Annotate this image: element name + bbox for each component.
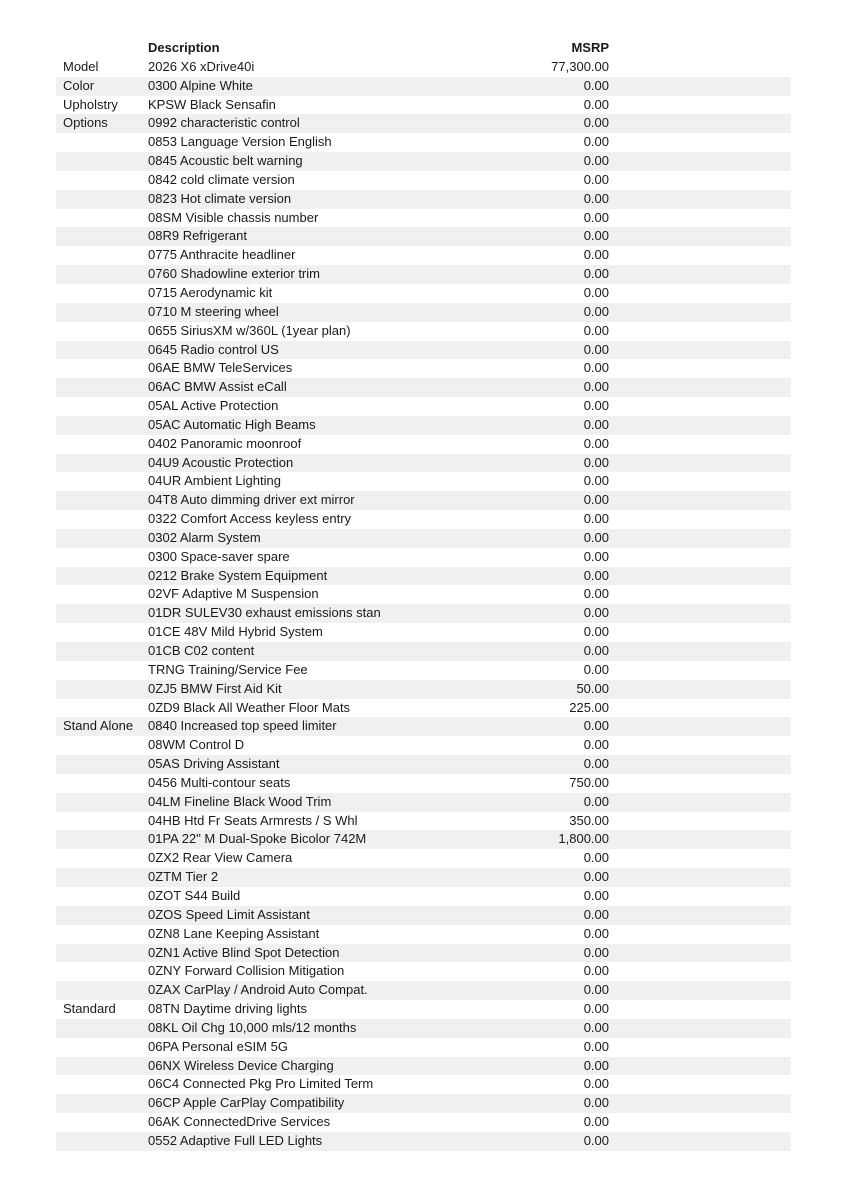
row-msrp-value: 0.00: [583, 643, 609, 658]
row-description: 05AS Driving Assistant: [148, 756, 280, 772]
row-right-spacer: [609, 378, 791, 397]
row-msrp-value: 0.00: [583, 1057, 609, 1073]
row-msrp-value: 0.00: [583, 661, 609, 677]
table-row: [56, 661, 791, 680]
table-row: [56, 812, 791, 831]
row-msrp-value: 0.00: [583, 492, 609, 508]
row-right-spacer: [609, 774, 791, 793]
row-right-spacer: [609, 58, 791, 77]
table-row: [56, 510, 791, 529]
row-section-label: [56, 454, 148, 473]
row-description: 0715 Aerodynamic kit: [148, 284, 273, 300]
row-right-spacer: [609, 510, 791, 529]
row-section-label: Model: [63, 58, 99, 74]
row-right-spacer: [609, 962, 791, 981]
table-row: [56, 265, 791, 284]
row-right-spacer: [609, 416, 791, 435]
row-right-spacer: [609, 77, 791, 96]
row-section-label: [56, 1057, 148, 1076]
row-msrp-value: 0.00: [583, 77, 609, 93]
row-section-label: [56, 849, 148, 868]
row-description: 08R9 Refrigerant: [148, 228, 247, 244]
row-section-label: [56, 736, 148, 755]
table-row: [56, 717, 791, 736]
row-section-label: [56, 529, 148, 548]
row-msrp-value: 0.00: [583, 115, 609, 131]
row-msrp-value: 0.00: [583, 925, 609, 941]
row-right-spacer: [609, 567, 791, 586]
table-header-row: [56, 39, 791, 58]
row-msrp-value: 0.00: [583, 548, 609, 564]
row-right-spacer: [609, 830, 791, 849]
row-section-label: [56, 435, 148, 454]
row-right-spacer: [609, 981, 791, 1000]
row-right-spacer: [609, 793, 791, 812]
row-description: 0ZN1 Active Blind Spot Detection: [148, 944, 340, 960]
row-right-spacer: [609, 585, 791, 604]
row-section-label: [56, 510, 148, 529]
row-description: 08WM Control D: [148, 737, 245, 753]
row-description: 0ZOT S44 Build: [148, 887, 241, 903]
row-description: 0ZX2 Rear View Camera: [148, 850, 293, 866]
row-section-label: [56, 812, 148, 831]
row-right-spacer: [609, 849, 791, 868]
row-section-label: [56, 341, 148, 360]
row-section-label: [56, 397, 148, 416]
row-right-spacer: [609, 1000, 791, 1019]
row-msrp-value: 77,300.00: [551, 58, 609, 74]
row-msrp-value: 0.00: [583, 134, 609, 150]
row-section-label: [56, 190, 148, 209]
row-section-label: [56, 925, 148, 944]
row-msrp-value: 0.00: [583, 247, 609, 263]
row-section-label: [56, 1019, 148, 1038]
row-description: 0842 cold climate version: [148, 171, 295, 187]
row-msrp-value: 750.00: [569, 774, 609, 790]
table-row: [56, 246, 791, 265]
row-right-spacer: [609, 171, 791, 190]
row-msrp-value: 0.00: [583, 1095, 609, 1111]
row-msrp-value: 0.00: [583, 1038, 609, 1054]
row-msrp-value: 0.00: [583, 793, 609, 809]
table-row: [56, 171, 791, 190]
row-msrp-value: 0.00: [583, 153, 609, 169]
row-section-label: [56, 209, 148, 228]
row-description: 0456 Multi-contour seats: [148, 774, 291, 790]
row-right-spacer: [609, 736, 791, 755]
row-description: 2026 X6 xDrive40i: [148, 58, 255, 74]
row-description: 02VF Adaptive M Suspension: [148, 586, 319, 602]
row-description: 0212 Brake System Equipment: [148, 567, 328, 583]
row-description: 0402 Panoramic moonroof: [148, 435, 302, 451]
row-right-spacer: [609, 265, 791, 284]
row-msrp-value: 0.00: [583, 624, 609, 640]
row-section-label: [56, 416, 148, 435]
row-msrp-value: 0.00: [583, 944, 609, 960]
table-row: [56, 190, 791, 209]
row-section-label: [56, 981, 148, 1000]
table-row: [56, 981, 791, 1000]
table-row: [56, 96, 791, 115]
row-description: 08KL Oil Chg 10,000 mls/12 months: [148, 1019, 357, 1035]
description-column-header: Description: [148, 40, 220, 55]
row-right-spacer: [609, 604, 791, 623]
row-section-label: [56, 774, 148, 793]
table-row: [56, 152, 791, 171]
row-right-spacer: [609, 1075, 791, 1094]
row-section-label: Color: [63, 77, 95, 93]
row-right-spacer: [609, 529, 791, 548]
table-row: [56, 1075, 791, 1094]
table-row: [56, 472, 791, 491]
table-row: [56, 529, 791, 548]
row-msrp-value: 0.00: [583, 96, 609, 112]
table-row: [56, 435, 791, 454]
row-right-spacer: [609, 133, 791, 152]
row-section-label: [56, 171, 148, 190]
table-row: [56, 454, 791, 473]
row-description: 06NX Wireless Device Charging: [148, 1057, 334, 1073]
table-row: [56, 359, 791, 378]
row-right-spacer: [609, 1057, 791, 1076]
row-right-spacer: [609, 209, 791, 228]
row-right-spacer: [609, 472, 791, 491]
row-section-label: [56, 303, 148, 322]
row-section-label: [56, 755, 148, 774]
row-description: 0645 Radio control US: [148, 341, 279, 357]
row-description: 06C4 Connected Pkg Pro Limited Term: [148, 1076, 374, 1092]
row-section-label: [56, 1038, 148, 1057]
row-msrp-value: 0.00: [583, 360, 609, 376]
row-msrp-value: 0.00: [583, 435, 609, 451]
row-right-spacer: [609, 303, 791, 322]
row-section-label: [56, 1075, 148, 1094]
row-section-label: Upholstry: [63, 96, 118, 112]
row-msrp-value: 0.00: [583, 1114, 609, 1130]
row-right-spacer: [609, 1132, 791, 1151]
row-section-label: [56, 887, 148, 906]
row-description: 0300 Alpine White: [148, 77, 253, 93]
row-right-spacer: [609, 491, 791, 510]
row-description: 06PA Personal eSIM 5G: [148, 1038, 288, 1054]
row-right-spacer: [609, 661, 791, 680]
row-section-label: [56, 793, 148, 812]
table-row: [56, 1057, 791, 1076]
row-msrp-value: 0.00: [583, 605, 609, 621]
table-row: [56, 906, 791, 925]
row-description: 0845 Acoustic belt warning: [148, 153, 303, 169]
table-row: [56, 585, 791, 604]
row-section-label: [56, 830, 148, 849]
row-description: 0775 Anthracite headliner: [148, 247, 296, 263]
row-msrp-value: 0.00: [583, 322, 609, 338]
row-msrp-value: 0.00: [583, 963, 609, 979]
vehicle-options-table: [56, 39, 791, 1151]
row-msrp-value: 0.00: [583, 586, 609, 602]
row-section-label: [56, 906, 148, 925]
table-row: [56, 944, 791, 963]
row-description: 08TN Daytime driving lights: [148, 1001, 307, 1017]
row-msrp-value: 0.00: [583, 266, 609, 282]
row-description: 0ZAX CarPlay / Android Auto Compat.: [148, 982, 368, 998]
row-right-spacer: [609, 755, 791, 774]
row-section-label: Options: [63, 115, 108, 131]
row-msrp-value: 0.00: [583, 982, 609, 998]
row-msrp-value: 350.00: [569, 812, 609, 828]
row-right-spacer: [609, 1094, 791, 1113]
row-msrp-value: 0.00: [583, 209, 609, 225]
table-row: [56, 397, 791, 416]
row-description: 0ZTM Tier 2: [148, 869, 219, 885]
row-right-spacer: [609, 1038, 791, 1057]
row-right-spacer: [609, 96, 791, 115]
table-row: [56, 341, 791, 360]
table-row: [56, 548, 791, 567]
row-right-spacer: [609, 227, 791, 246]
row-right-spacer: [609, 944, 791, 963]
row-msrp-value: 0.00: [583, 416, 609, 432]
row-description: TRNG Training/Service Fee: [148, 661, 308, 677]
row-section-label: [56, 944, 148, 963]
row-section-label: [56, 548, 148, 567]
row-description: 0823 Hot climate version: [148, 190, 292, 206]
row-section-label: [56, 1132, 148, 1151]
table-row: [56, 699, 791, 718]
row-section-label: [56, 962, 148, 981]
row-description: 04U9 Acoustic Protection: [148, 454, 294, 470]
table-row: [56, 962, 791, 981]
table-row: [56, 303, 791, 322]
table-row: [56, 774, 791, 793]
row-right-spacer: [609, 887, 791, 906]
row-description: 0552 Adaptive Full LED Lights: [148, 1132, 323, 1148]
row-right-spacer: [609, 435, 791, 454]
row-description: 0302 Alarm System: [148, 529, 261, 545]
row-msrp-value: 0.00: [583, 1001, 609, 1017]
row-section-label: [56, 133, 148, 152]
row-description: 01CB C02 content: [148, 643, 255, 658]
row-description: 05AC Automatic High Beams: [148, 416, 316, 432]
table-row: [56, 416, 791, 435]
row-msrp-value: 50.00: [576, 680, 609, 696]
row-right-spacer: [609, 868, 791, 887]
table-row: [56, 133, 791, 152]
table-row: [56, 868, 791, 887]
row-description: 04T8 Auto dimming driver ext mirror: [148, 492, 355, 508]
row-right-spacer: [609, 1019, 791, 1038]
row-section-label: [56, 1113, 148, 1132]
table-row: [56, 1019, 791, 1038]
row-right-spacer: [609, 246, 791, 265]
row-right-spacer: [609, 906, 791, 925]
table-row: [56, 793, 791, 812]
row-description: 06AK ConnectedDrive Services: [148, 1114, 331, 1130]
row-right-spacer: [609, 190, 791, 209]
row-description: 08SM Visible chassis number: [148, 209, 319, 225]
row-section-label: [56, 1094, 148, 1113]
row-section-label: [56, 265, 148, 284]
row-description: 04HB Htd Fr Seats Armrests / S Whl: [148, 812, 358, 828]
row-msrp-value: 0.00: [583, 756, 609, 772]
row-description: 0300 Space-saver spare: [148, 548, 290, 564]
row-msrp-value: 0.00: [583, 398, 609, 414]
row-right-spacer: [609, 623, 791, 642]
row-description: 0322 Comfort Access keyless entry: [148, 511, 352, 527]
row-msrp-value: 0.00: [583, 171, 609, 187]
row-section-label: [56, 642, 148, 661]
row-description: KPSW Black Sensafin: [148, 96, 276, 112]
row-section-label: [56, 284, 148, 303]
row-msrp-value: 0.00: [583, 567, 609, 583]
msrp-column-header: MSRP: [571, 40, 609, 55]
row-description: 04LM Fineline Black Wood Trim: [148, 793, 332, 809]
row-description: 0ZN8 Lane Keeping Assistant: [148, 925, 320, 941]
row-msrp-value: 0.00: [583, 228, 609, 244]
row-section-label: Standard: [63, 1001, 116, 1017]
row-description: 05AL Active Protection: [148, 398, 279, 414]
row-right-spacer: [609, 359, 791, 378]
row-right-spacer: [609, 284, 791, 303]
row-description: 06AC BMW Assist eCall: [148, 379, 287, 395]
row-section-label: [56, 227, 148, 246]
header-right-spacer: [609, 39, 791, 58]
table-row: [56, 1113, 791, 1132]
row-section-label: [56, 152, 148, 171]
row-description: 0760 Shadowline exterior trim: [148, 266, 320, 282]
table-body: [56, 58, 791, 1151]
row-description: 0710 M steering wheel: [148, 303, 279, 319]
row-description: 06AE BMW TeleServices: [148, 360, 293, 376]
row-description: 01DR SULEV30 exhaust emissions stan: [148, 605, 381, 621]
row-right-spacer: [609, 454, 791, 473]
table-row: [56, 284, 791, 303]
row-section-label: [56, 623, 148, 642]
table-row: [56, 567, 791, 586]
row-msrp-value: 0.00: [583, 1132, 609, 1148]
row-description: 0ZNY Forward Collision Mitigation: [148, 963, 345, 979]
row-section-label: [56, 246, 148, 265]
table-row: [56, 114, 791, 133]
row-msrp-value: 0.00: [583, 529, 609, 545]
row-right-spacer: [609, 680, 791, 699]
table-row: [56, 755, 791, 774]
table-row: [56, 623, 791, 642]
table-row: [56, 849, 791, 868]
table-row: [56, 209, 791, 228]
table-row: [56, 1132, 791, 1151]
table-row: [56, 322, 791, 341]
row-section-label: [56, 491, 148, 510]
row-right-spacer: [609, 548, 791, 567]
table-row: [56, 736, 791, 755]
row-description: 04UR Ambient Lighting: [148, 473, 281, 489]
row-description: 0655 SiriusXM w/360L (1year plan): [148, 322, 351, 338]
row-section-label: [56, 680, 148, 699]
row-description: 0ZOS Speed Limit Assistant: [148, 906, 310, 922]
row-right-spacer: [609, 397, 791, 416]
row-description: 01CE 48V Mild Hybrid System: [148, 624, 323, 640]
row-msrp-value: 0.00: [583, 379, 609, 395]
row-msrp-value: 0.00: [583, 1019, 609, 1035]
row-description: 01PA 22" M Dual-Spoke Bicolor 742M: [148, 831, 367, 847]
row-section-label: [56, 699, 148, 718]
row-msrp-value: 0.00: [583, 718, 609, 734]
table-row: [56, 1038, 791, 1057]
row-section-label: [56, 378, 148, 397]
row-right-spacer: [609, 152, 791, 171]
row-section-label: [56, 868, 148, 887]
row-msrp-value: 0.00: [583, 190, 609, 206]
table-row: [56, 491, 791, 510]
row-msrp-value: 225.00: [569, 699, 609, 715]
table-row: [56, 925, 791, 944]
table-row: [56, 58, 791, 77]
row-section-label: [56, 359, 148, 378]
table-row: [56, 642, 791, 661]
table-row: [56, 378, 791, 397]
row-right-spacer: [609, 642, 791, 661]
table-row: [56, 680, 791, 699]
row-section-label: [56, 472, 148, 491]
row-msrp-value: 0.00: [583, 284, 609, 300]
row-right-spacer: [609, 114, 791, 133]
row-msrp-value: 0.00: [583, 511, 609, 527]
row-section-label: Stand Alone: [63, 718, 134, 734]
table-row: [56, 227, 791, 246]
header-label-spacer: [56, 39, 148, 58]
row-description: 0ZJ5 BMW First Aid Kit: [148, 680, 282, 696]
row-section-label: [56, 661, 148, 680]
row-section-label: [56, 585, 148, 604]
row-msrp-value: 0.00: [583, 906, 609, 922]
row-msrp-value: 0.00: [583, 887, 609, 903]
row-description: 0992 characteristic control: [148, 115, 300, 131]
table-row: [56, 604, 791, 623]
row-msrp-value: 0.00: [583, 303, 609, 319]
row-description: 0ZD9 Black All Weather Floor Mats: [148, 699, 351, 715]
row-msrp-value: 0.00: [583, 454, 609, 470]
row-section-label: [56, 604, 148, 623]
row-msrp-value: 0.00: [583, 1076, 609, 1092]
row-msrp-value: 0.00: [583, 737, 609, 753]
table-row: [56, 77, 791, 96]
table-row: [56, 1094, 791, 1113]
row-msrp-value: 0.00: [583, 341, 609, 357]
table-row: [56, 830, 791, 849]
table-row: [56, 887, 791, 906]
row-right-spacer: [609, 322, 791, 341]
row-description: 0853 Language Version English: [148, 134, 332, 150]
row-right-spacer: [609, 717, 791, 736]
table-row: [56, 1000, 791, 1019]
row-right-spacer: [609, 812, 791, 831]
row-section-label: [56, 567, 148, 586]
row-right-spacer: [609, 341, 791, 360]
row-description: 0840 Increased top speed limiter: [148, 718, 337, 734]
row-msrp-value: 0.00: [583, 869, 609, 885]
row-right-spacer: [609, 925, 791, 944]
row-msrp-value: 0.00: [583, 850, 609, 866]
row-section-label: [56, 322, 148, 341]
row-msrp-value: 1,800.00: [558, 831, 609, 847]
row-msrp-value: 0.00: [583, 473, 609, 489]
row-right-spacer: [609, 699, 791, 718]
row-right-spacer: [609, 1113, 791, 1132]
row-description: 06CP Apple CarPlay Compatibility: [148, 1095, 345, 1111]
